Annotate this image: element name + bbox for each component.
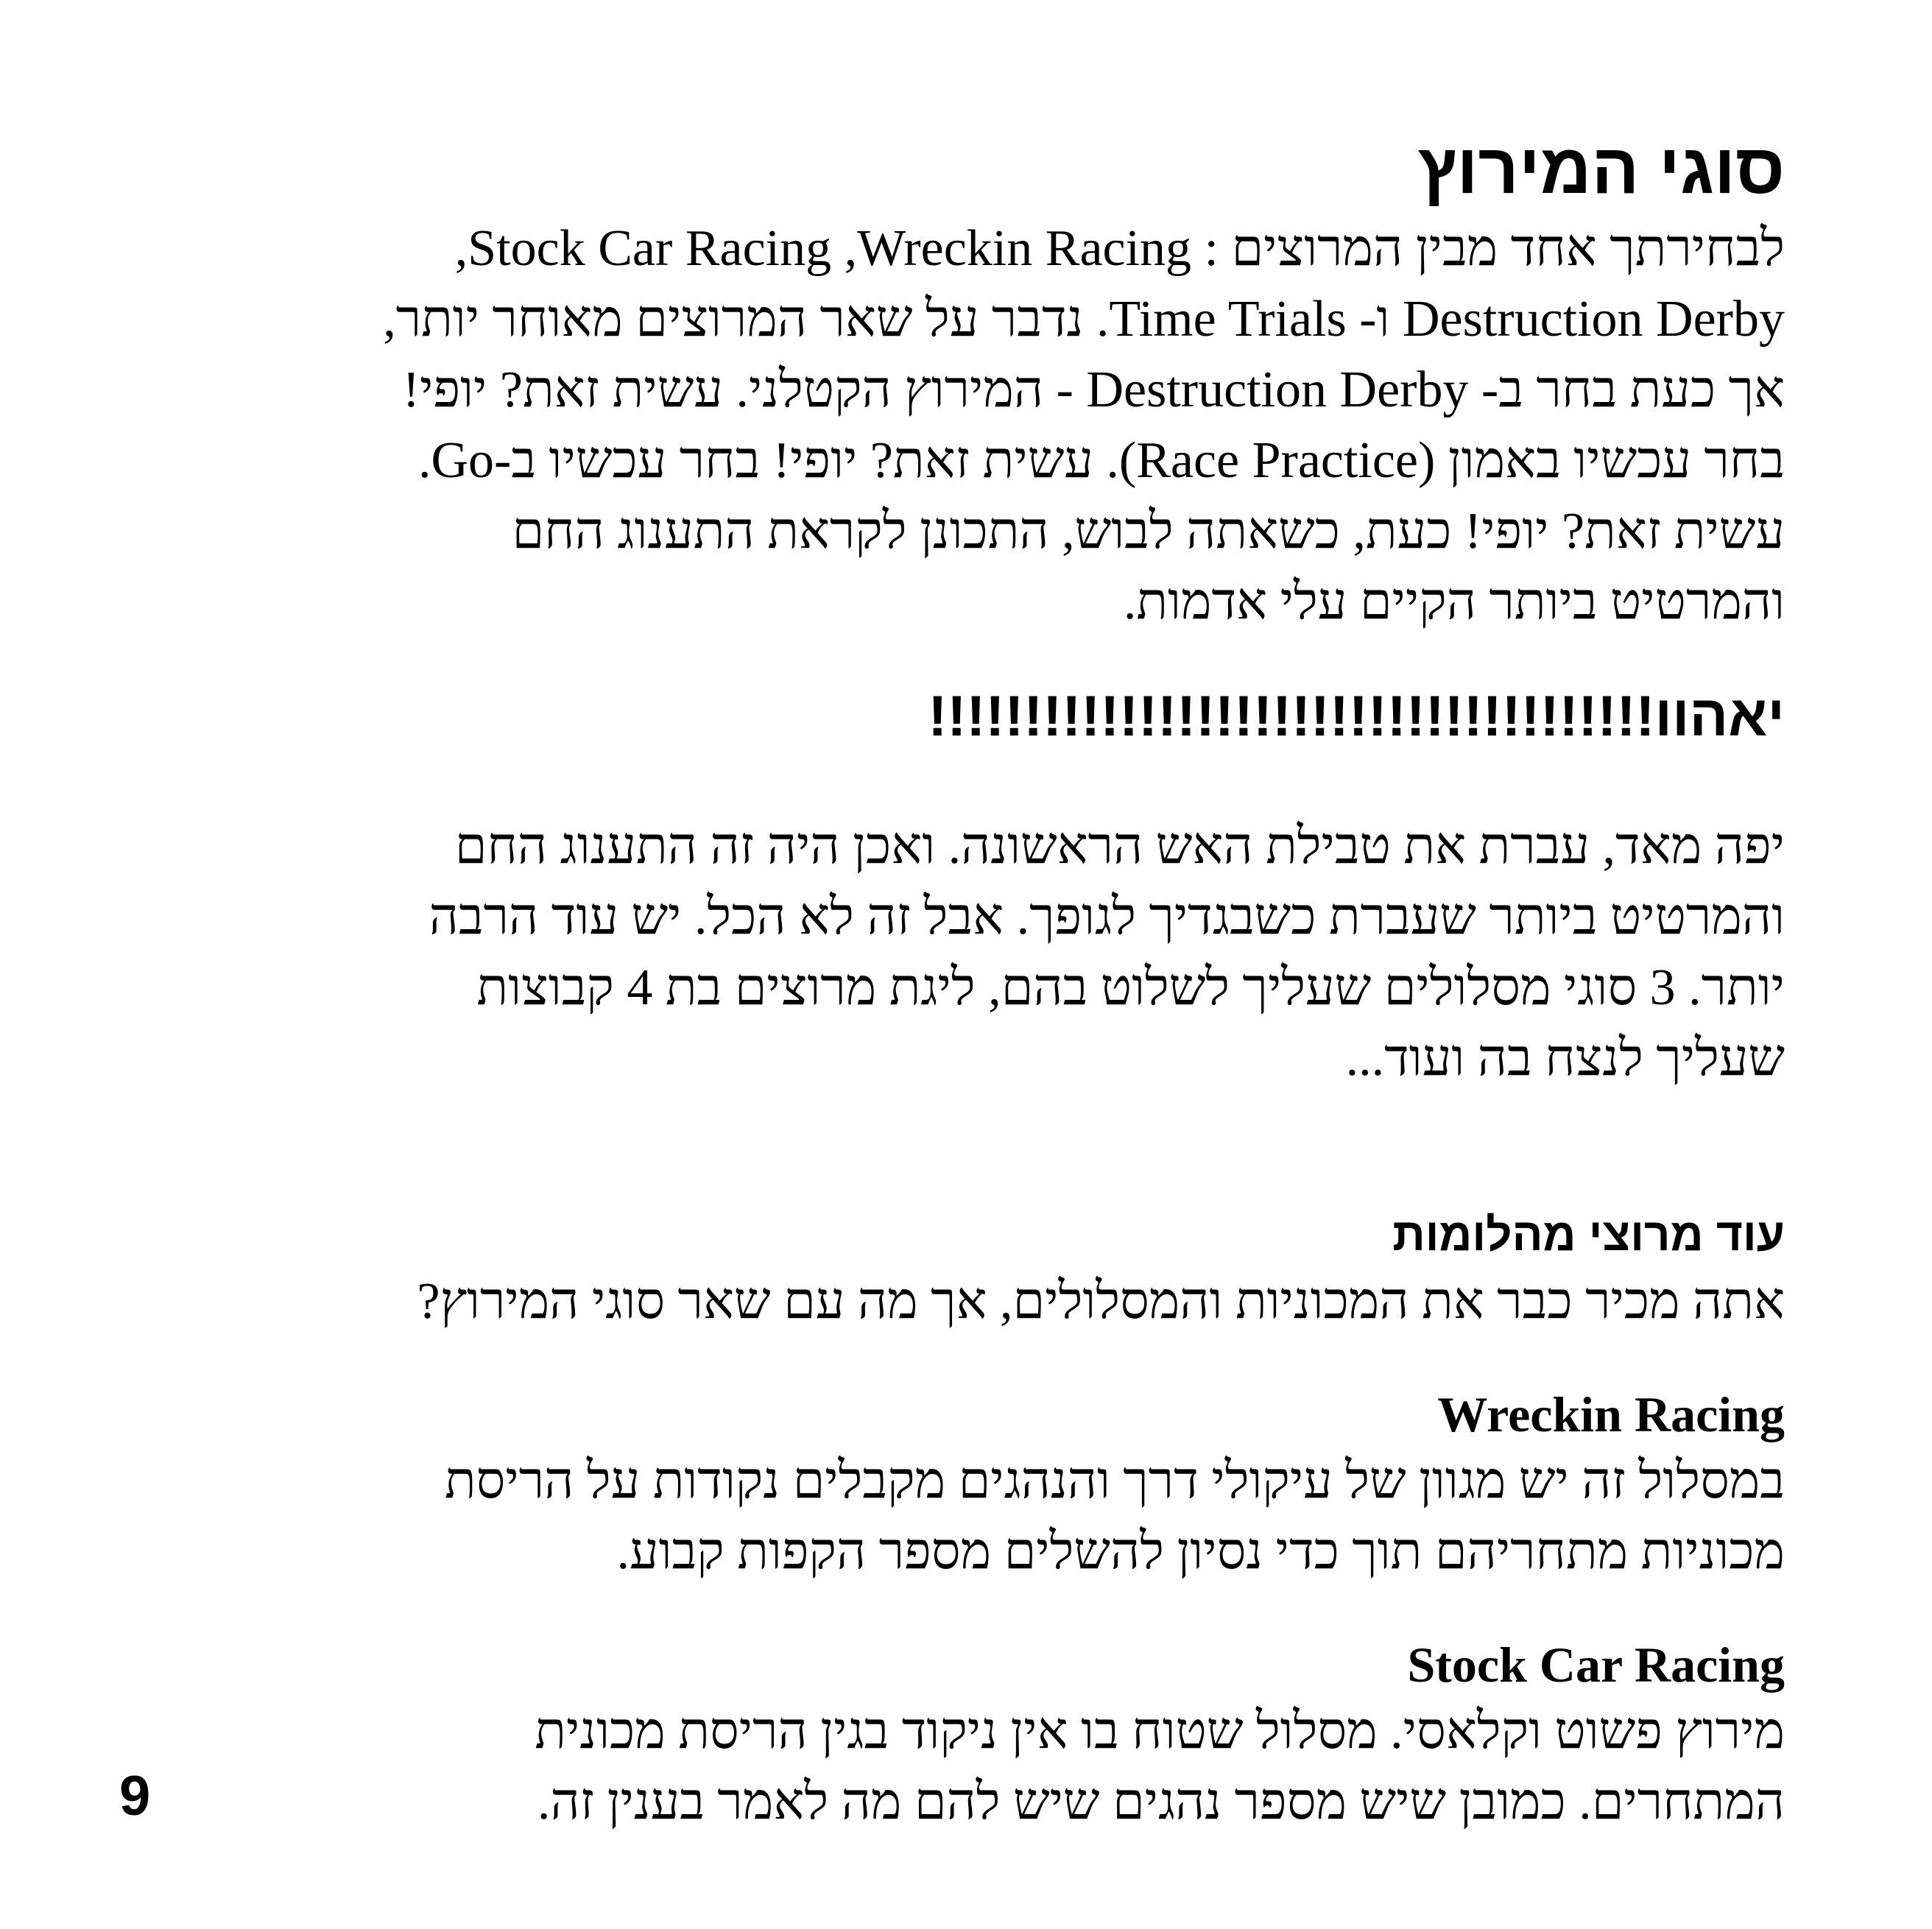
section-paragraph-stock-car-racing (135, 1696, 1785, 1838)
section-heading-more-races: עוד מרוצי מהלומות (1392, 1210, 1785, 1260)
intro-line: לבחירתך אחד מבין המרוצים : Stock Car Racing ,Wreckin Racing, (454, 220, 1785, 277)
spacer (135, 1094, 1785, 1205)
intro-line: והמרטיט ביותר הקיים עלי אדמות. (1123, 574, 1785, 630)
body-line: שעליך לנצח בה ועוד... (1345, 1030, 1785, 1087)
intro-line: Destruction Derby ו- Time Trials. נדבר על שאר המרוצים מאוחר יותר, (383, 291, 1785, 348)
body-line: יותר. 3 סוגי מסלולים שעליך לשלוט בהם, ליגת מרוצים בת 4 קבוצות (476, 959, 1785, 1016)
spacer (135, 1337, 1785, 1383)
exclamation-heading: יאהוו!!!!!!!!!!!!!!!!!!!!!!!!!!!!!!!!!!!!!! (928, 683, 1785, 748)
section-paragraph-more-races (135, 1266, 1785, 1337)
section-heading-wreckin-racing: Wreckin Racing (1437, 1386, 1785, 1442)
section-line: במסלול זה יש מגוון של עיקולי דרך והנהגים מקבלים נקודות על הריסת (444, 1453, 1785, 1509)
body-line: והמרטיט ביותר שעברת כשבגדיך לגופך. אבל זה לא הכל. יש עוד הרבה (429, 889, 1785, 945)
section-line: מירוץ פשוט וקלאסי. מסלול שטוח בו אין ניקוד בגין הריסת מכונית (535, 1703, 1785, 1760)
body-paragraph (135, 811, 1785, 1094)
intro-line: בחר עכשיו באמון (Race Practice). עשית זאת? יופי! בחר עכשיו ב-Go. (417, 432, 1785, 489)
intro-line: אך כעת בחר ב- Destruction Derby - המירוץ הקטלני. עשית זאת? יופי! (402, 362, 1785, 418)
body-line: יפה מאד, עברת את טבילת האש הראשונה. ואכן היה זה התענוג החם (454, 818, 1785, 875)
section-heading-stock-car-racing: Stock Car Racing (1407, 1637, 1785, 1693)
intro-line: עשית זאת? יופי! כעת, כשאתה לבוש, התכונן לקראת התענוג החם (512, 503, 1785, 560)
section-line: מכוניות מתחריהם תוך כדי נסיון להשלים מספר הקפות קבוע. (616, 1523, 1785, 1580)
page-content (135, 125, 1785, 1838)
page-title: סוגי המירוץ (1417, 130, 1785, 208)
page-number: 9 (119, 1765, 151, 1827)
intro-paragraph (135, 214, 1785, 638)
spacer (135, 1587, 1785, 1633)
section-line: המתחרים. כמובן שיש מספר נהגים שיש להם מה לאמר בענין זה. (537, 1774, 1785, 1830)
section-line: אתה מכיר כבר את המכוניות והמסלולים, אך מה עם שאר סוגי המירוץ? (417, 1273, 1785, 1330)
section-paragraph-wreckin-racing (135, 1446, 1785, 1587)
